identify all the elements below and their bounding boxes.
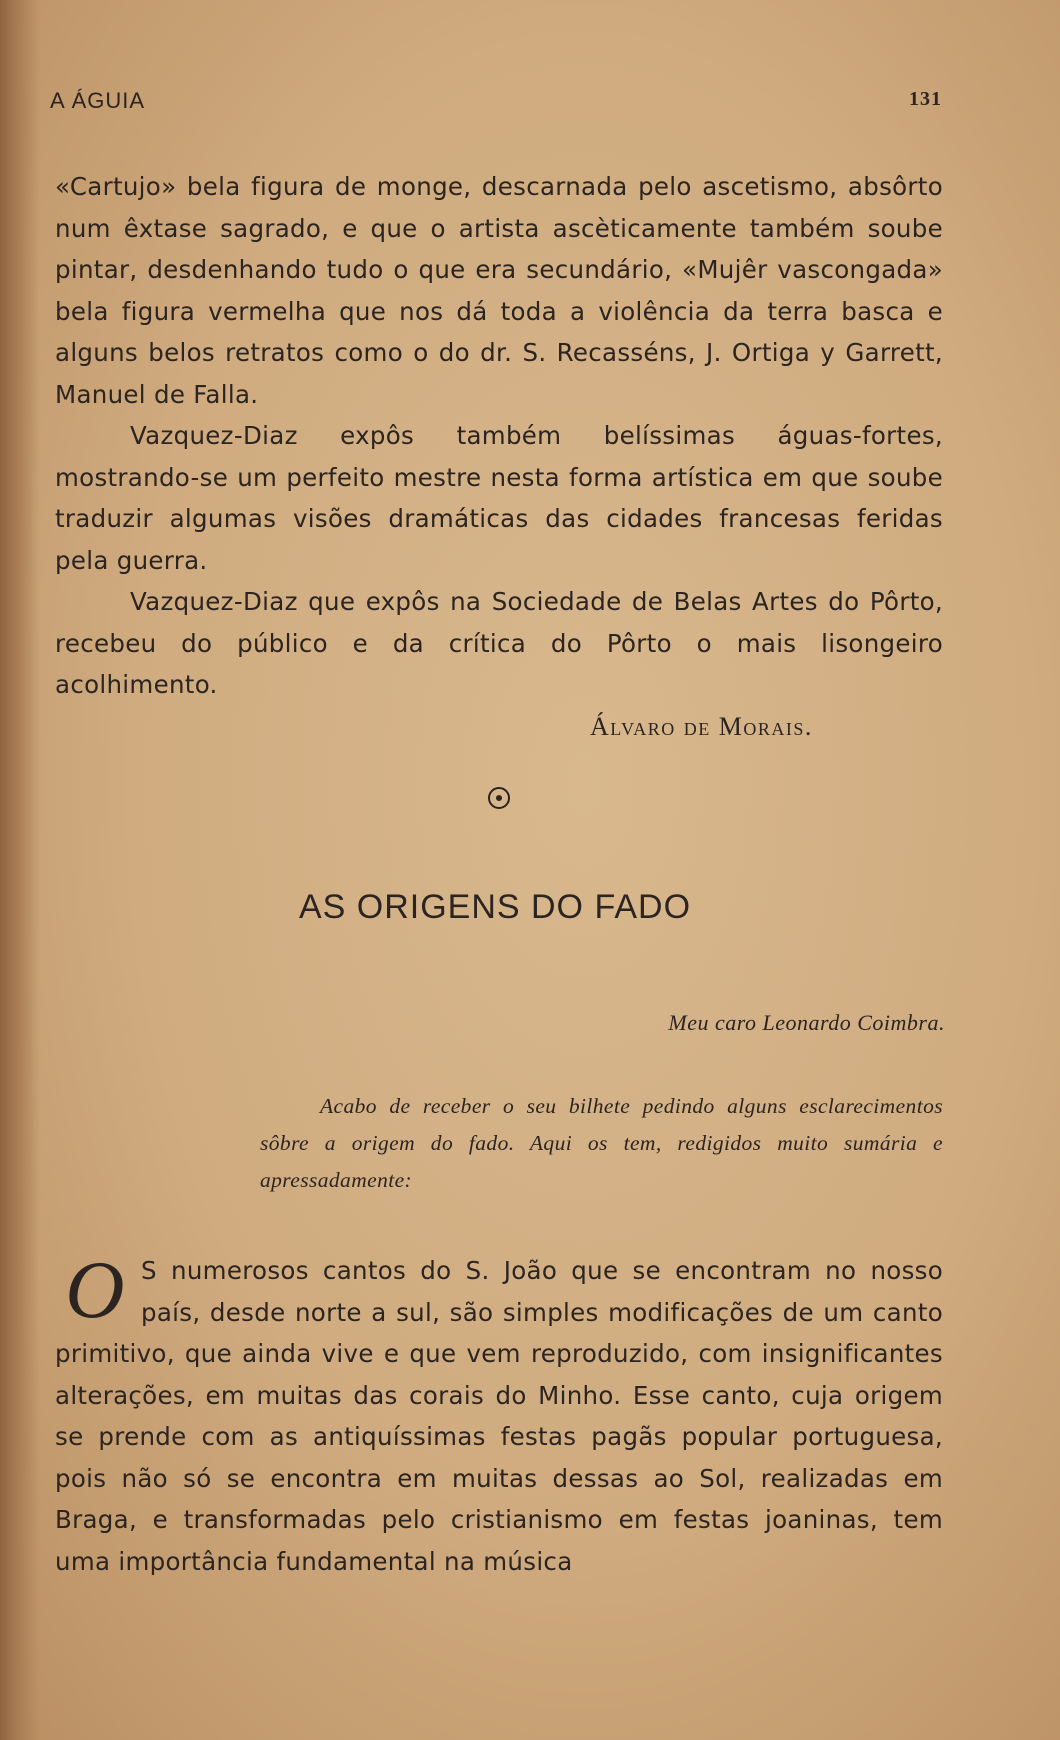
article-title: AS ORIGENS DO FADO — [298, 888, 692, 926]
letter-salutation: Meu caro Leonardo Coimbra. — [668, 1010, 945, 1035]
page-number: 131 — [909, 88, 942, 110]
journal-title: A ÁGUIA — [50, 88, 146, 113]
opening-text: S numerosos cantos do S. João que se encontram no nosso país, desde norte a sul, são simples modificações de um canto primitivo, que ainda vive e que vem reproduzido, com insignificantes alterações, em muitas das corais do Minho. Esse canto, cuja origem se prende com as antiquíssimas festas pagãs popular portuguesa, pois não só se encontra em muitas dessas ao Sol, realizadas em Braga, e transformadas pelo cristianismo em festas joaninas, tem uma importância fundamental na música — [55, 1256, 943, 1576]
paragraph: Vazquez-Diaz expôs também belíssimas águas-fortes, mostrando-se um perfeito mestre nesta forma artística em que soube traduzir algumas visões dramáticas das cidades francesas feridas pela guerra. — [55, 421, 943, 575]
circled-dot-icon — [488, 787, 510, 809]
drop-cap: O — [65, 1244, 125, 1335]
author-signature: Álvaro de Morais. — [590, 712, 813, 741]
opening-paragraph — [55, 1244, 943, 1582]
article-two-text — [55, 1244, 943, 1582]
letter-intro — [260, 1088, 943, 1199]
article-one-text — [55, 166, 943, 706]
paragraph: Vazquez-Diaz que expôs na Sociedade de Belas Artes do Pôrto, recebeu do público e da crítica do Pôrto o mais lisongeiro acolhimento. — [55, 587, 943, 699]
paragraph: «Cartujo» bela figura de monge, descarnada pelo ascetismo, absôrto num êxtase sagrado, e que o artista ascèticamente também soube pintar, desdenhando tudo o que era secundário, «Mujêr vascongada» bela figura vermelha que nos dá toda a violência da terra basca e alguns belos retratos como o do dr. S. Recasséns, J. Ortiga y Garrett, Manuel de Falla. — [55, 172, 943, 409]
intro-paragraph: Acabo de receber o seu bilhete pedindo alguns esclarecimentos sôbre a origem do fado. Aqui os tem, redigidos muito sumária e apressadamente: — [260, 1094, 943, 1192]
running-header — [50, 88, 942, 114]
